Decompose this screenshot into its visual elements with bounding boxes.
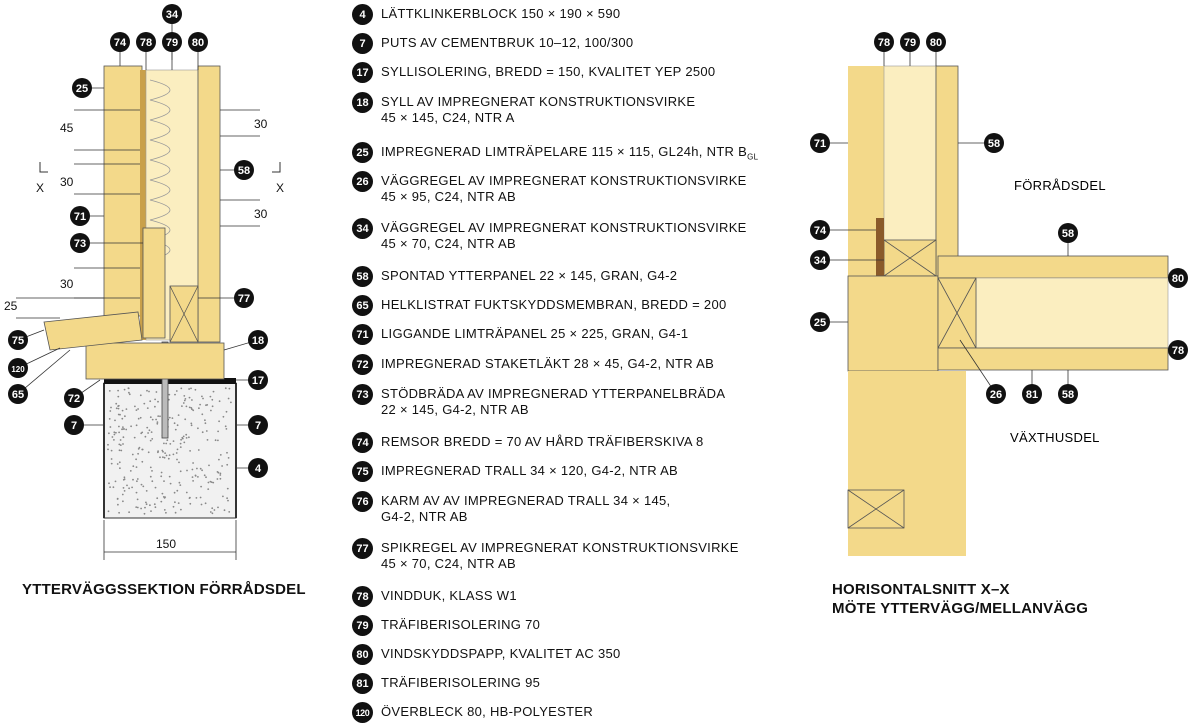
dim-150: 150 — [156, 537, 177, 551]
callout-number: 58 — [987, 138, 1001, 150]
legend-item — [352, 384, 725, 418]
legend-item — [352, 171, 747, 205]
legend-text-line: SYLL AV IMPREGNERAT KONSTRUKTIONSVIRKE — [381, 94, 696, 109]
callout-badge — [1058, 223, 1078, 256]
legend-number-badge: 4 — [352, 4, 373, 25]
legend-text-line: ÖVERBLECK 80, HB-POLYESTER — [381, 704, 594, 719]
callout-badge — [136, 32, 156, 70]
dim-25: 25 — [4, 299, 18, 313]
callout-number: 77 — [237, 293, 251, 305]
callout-number: 78 — [877, 37, 891, 49]
legend-number-badge: 120 — [352, 702, 373, 723]
legend-text-line: REMSOR BREDD = 70 AV HÅRD TRÄFIBERSKIVA 8 — [381, 434, 704, 449]
right-caption-line-2: MÖTE YTTERVÄGG/MELLANVÄGG — [832, 600, 1089, 617]
callout-number: 80 — [1171, 273, 1185, 285]
callout-number: 58 — [1061, 389, 1075, 401]
callout-number: 58 — [1061, 228, 1075, 240]
callout-badge — [8, 348, 60, 378]
legend-text — [381, 295, 727, 313]
callout-badge — [70, 206, 104, 226]
callout-number: 34 — [165, 9, 179, 21]
legend-item — [352, 702, 593, 723]
legend-item — [352, 354, 714, 375]
legend-subscript: GL — [747, 152, 759, 162]
callout-number: 58 — [237, 165, 251, 177]
legend-text-line: G4-2, NTR AB — [381, 509, 468, 524]
legend-number-badge: 81 — [352, 673, 373, 694]
legend-item — [352, 491, 670, 525]
legend-text — [381, 384, 725, 418]
dim-30c: 30 — [254, 207, 268, 221]
legend-text-line: TRÄFIBERISOLERING 70 — [381, 617, 541, 632]
legend-number-badge: 72 — [352, 354, 373, 375]
callout-badge — [236, 370, 268, 390]
legend-text-line: 45 × 70, C24, NTR AB — [381, 556, 516, 571]
callout-number: 26 — [989, 389, 1003, 401]
legend-number-badge: 25 — [352, 142, 373, 163]
legend-text-line: STÖDBRÄDA AV IMPREGNERAD YTTERPANELBRÄDA — [381, 386, 726, 401]
legend-number-badge: 76 — [352, 491, 373, 512]
section-mark-right: X — [276, 181, 285, 195]
callout-number: 78 — [1171, 345, 1185, 357]
support-board — [143, 228, 165, 338]
legend-number-badge: 7 — [352, 33, 373, 54]
legend-number-badge: 26 — [352, 171, 373, 192]
room-label-storage: FÖRRÅDSDEL — [1014, 178, 1106, 193]
legend-number-badge: 71 — [352, 324, 373, 345]
legend-item — [352, 62, 715, 83]
legend-text-line: LÄTTKLINKERBLOCK 150 × 190 × 590 — [381, 6, 621, 21]
glulam-column — [848, 276, 938, 371]
legend-text-line: 45 × 70, C24, NTR AB — [381, 236, 516, 251]
callout-number: 4 — [254, 463, 262, 475]
callout-badge — [1022, 370, 1042, 404]
callout-number: 74 — [813, 225, 827, 237]
callout-number: 80 — [929, 37, 943, 49]
legend-text — [381, 4, 620, 22]
legend-text-line: VÄGGREGEL AV IMPREGNERAT KONSTRUKTIONSVIRKE — [381, 173, 747, 188]
legend-text-line: IMPREGNERAD LIMTRÄPELARE 115 × 115, GL24h, NTR B — [381, 144, 748, 159]
wall-section-drawing — [0, 0, 330, 722]
legend-item — [352, 33, 633, 54]
legend-number-badge: 17 — [352, 62, 373, 83]
partition-insulation — [976, 278, 1168, 348]
legend-text — [381, 142, 758, 166]
legend-text-line: 45 × 145, C24, NTR A — [381, 110, 515, 125]
callout-badge — [72, 78, 104, 98]
legend-text-line: KARM AV AV IMPREGNERAD TRALL 34 × 145, — [381, 493, 671, 508]
callout-badge — [188, 32, 208, 70]
legend-item — [352, 324, 688, 345]
legend-item — [352, 295, 727, 316]
legend-item — [352, 644, 621, 665]
wall-outer-board — [936, 66, 958, 276]
callout-number: 7 — [70, 420, 78, 432]
callout-badge — [220, 160, 254, 180]
outer-panel — [104, 66, 142, 316]
legend-text — [381, 461, 678, 479]
callout-number: 7 — [254, 420, 262, 432]
legend-text-line: VINDSKYDDSPAPP, KVALITET AC 350 — [381, 646, 621, 661]
legend-number-badge: 75 — [352, 461, 373, 482]
dim-30b: 30 — [254, 117, 268, 131]
legend-item — [352, 4, 620, 25]
callout-badge — [926, 32, 946, 66]
callout-number: 25 — [813, 317, 827, 329]
legend-text — [381, 171, 747, 205]
callout-number: 80 — [191, 37, 205, 49]
callout-badge — [1058, 370, 1078, 404]
lightweight-block — [104, 383, 236, 518]
callout-badge — [224, 330, 268, 350]
legend-text-line: IMPREGNERAD STAKETLÄKT 28 × 45, G4-2, NTR AB — [381, 356, 715, 371]
callout-number: 34 — [813, 255, 827, 267]
legend-text — [381, 673, 540, 691]
callout-badge — [162, 32, 182, 70]
legend-item — [352, 142, 758, 166]
legend-text — [381, 92, 695, 126]
legend-text-line: SPIKREGEL AV IMPREGNERAT KONSTRUKTIONSVIRKE — [381, 540, 739, 555]
legend-text — [381, 218, 747, 252]
callout-badge — [1168, 340, 1188, 360]
legend-number-badge: 80 — [352, 644, 373, 665]
legend-number-badge: 34 — [352, 218, 373, 239]
callout-number: 79 — [903, 37, 917, 49]
legend-text-line: 22 × 145, G4-2, NTR AB — [381, 402, 529, 417]
legend-text-line: IMPREGNERAD TRALL 34 × 120, G4-2, NTR AB — [381, 463, 679, 478]
legend-text — [381, 266, 677, 284]
sill-beam — [86, 343, 224, 379]
callout-badge — [110, 32, 130, 66]
callout-number: 73 — [73, 238, 87, 250]
legend-text-line: SPONTAD YTTERPANEL 22 × 145, GRAN, G4-2 — [381, 268, 678, 283]
room-label-greenhouse: VÄXTHUSDEL — [1010, 430, 1100, 445]
legend-text — [381, 586, 517, 604]
legend-item — [352, 673, 540, 694]
dim-30a: 30 — [60, 175, 74, 189]
callout-badge — [1168, 268, 1188, 288]
callout-badge — [236, 415, 268, 435]
dim-30d: 30 — [60, 277, 74, 291]
legend-number-badge: 65 — [352, 295, 373, 316]
wall-insulation — [884, 66, 936, 242]
callout-number: 71 — [813, 138, 827, 150]
legend-text — [381, 324, 688, 342]
inner-panel — [198, 66, 220, 342]
hard-fibre-strip — [876, 218, 884, 276]
legend-item — [352, 615, 540, 636]
legend-text-line: TRÄFIBERISOLERING 95 — [381, 675, 541, 690]
callout-number: 18 — [251, 335, 265, 347]
callout-badge — [958, 133, 1004, 153]
legend-number-badge: 79 — [352, 615, 373, 636]
legend-text — [381, 432, 704, 450]
callout-number: 71 — [73, 211, 87, 223]
legend-text — [381, 644, 621, 662]
callout-number: 78 — [139, 37, 153, 49]
legend-text — [381, 491, 670, 525]
callout-number: 81 — [1025, 389, 1039, 401]
legend-number-badge: 77 — [352, 538, 373, 559]
legend-text — [381, 354, 714, 372]
legend-text — [381, 538, 739, 572]
legend-item — [352, 266, 677, 287]
legend-text-line: VINDDUK, KLASS W1 — [381, 588, 517, 603]
legend-item — [352, 218, 747, 252]
callout-number: 74 — [113, 37, 127, 49]
legend-number-badge: 18 — [352, 92, 373, 113]
callout-badge — [874, 32, 894, 66]
callout-number: 79 — [165, 37, 179, 49]
callout-badge — [900, 32, 920, 66]
callout-badge — [8, 330, 44, 350]
legend-number-badge: 78 — [352, 586, 373, 607]
callout-number: 75 — [11, 335, 25, 347]
legend-text-line: PUTS AV CEMENTBRUK 10–12, 100/300 — [381, 35, 634, 50]
partition-outer — [938, 256, 1168, 278]
legend-item — [352, 92, 695, 126]
legend-number-badge: 58 — [352, 266, 373, 287]
legend-text-line: VÄGGREGEL AV IMPREGNERAT KONSTRUKTIONSVIRKE — [381, 220, 747, 235]
legend-item — [352, 461, 678, 482]
callout-number: 17 — [251, 375, 265, 387]
dim-45: 45 — [60, 121, 74, 135]
legend-text-line: SYLLISOLERING, BREDD = 150, KVALITET YEP 2500 — [381, 64, 716, 79]
legend-text-line: HELKLISTRAT FUKTSKYDDSMEMBRAN, BREDD = 200 — [381, 297, 727, 312]
legend-item — [352, 432, 704, 453]
callout-badge — [64, 415, 104, 435]
legend-number-badge: 74 — [352, 432, 373, 453]
legend-number-badge: 73 — [352, 384, 373, 405]
callout-badge — [810, 133, 848, 153]
callout-badge — [64, 380, 100, 408]
callout-number: 120 — [11, 365, 25, 374]
legend-text — [381, 615, 540, 633]
callout-number: 72 — [67, 393, 81, 405]
legend-text-line: LIGGANDE LIMTRÄPANEL 25 × 225, GRAN, G4-1 — [381, 326, 689, 341]
legend-text — [381, 702, 593, 720]
callout-badge — [810, 312, 848, 332]
legend-text-line: 45 × 95, C24, NTR AB — [381, 189, 516, 204]
callout-badge — [236, 458, 268, 478]
callout-number: 25 — [75, 83, 89, 95]
legend-text — [381, 33, 633, 51]
callout-number: 65 — [11, 389, 25, 401]
legend-item — [352, 538, 739, 572]
legend-text — [381, 62, 715, 80]
left-caption: YTTERVÄGGSSEKTION FÖRRÅDSDEL — [22, 581, 306, 598]
legend-item — [352, 586, 517, 607]
section-mark-left: X — [36, 181, 45, 195]
right-caption-line-1: HORISONTALSNITT X–X — [832, 581, 1010, 598]
